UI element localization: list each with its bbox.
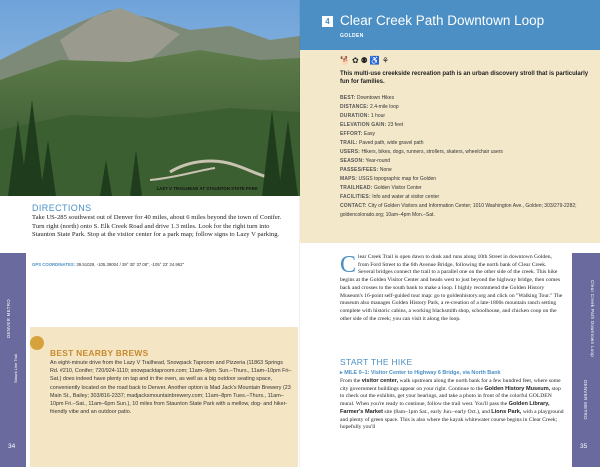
gps-value: 39.51029, -105.39004 / 39° 30' 37.08", -105° 23' 34.962" [76,262,185,267]
right-page [300,0,600,467]
spec-value: Downtown Hikes [356,95,395,101]
spec-key: DISTANCE: [340,104,369,110]
spec-row [340,175,590,184]
spec-row [340,112,590,121]
stroller-icon: ⚘ [381,56,391,65]
spec-key: SEASON: [340,158,365,164]
beer-icon [30,336,44,350]
mile-text-part: site (8am–1pm Sat., early Jun.–early Oct.), and [383,408,492,415]
directions-text: Take US-285 southwest out of Denver for 40 miles, about 6 miles beyond the town of Conifer. Turn right (north) onto S. Elk Creek Road and drive 1.3 miles. Look for the right turn into Staunton State Park. Stop at the visitor center for a park map; follow signs to Lazy V parking. [32,214,282,239]
spec-row [340,157,590,166]
gps-label: GPS COORDINATES: [32,262,76,267]
right-section-label: DENVER METRO [583,380,588,420]
spec-value: Easy [363,131,376,137]
spec-key: BEST: [340,95,356,101]
spec-key: EFFORT: [340,131,363,137]
mile-place-name: Lions Park, [491,408,522,415]
spec-row [340,193,590,202]
description-text: lear Creek Trail is open dawn to dusk and runs along 10th Street in downtown Golden, from Ford Street to the 6th Avenue Bridge, following the north bank of Clear Creek. Several bridges connect the trail to a parallel one on the other side of the creek. This hike begins at the Golden Visitor Center and heads west to just beyond the highway bridge, then comes back and crosses to the south bank to make a loop. I highly recommend the Golden History Museum's 16-point self-guided tour map: go to goldenhistory.org and click on "Walking Tour." The museum also manages Golden History Park, a re-creation of a late-1800s mountain ranch setting complete with historic cabins, a working blacksmith shop, schoolhouse, and chicken coop on the other side of the creek; you can visit it along the loop. [340,254,563,322]
mile-place-name: visitor center, [361,378,399,384]
spec-row [340,166,590,175]
spec-row [340,202,590,219]
spec-key: ELEVATION GAIN: [340,122,387,128]
trail-header [300,0,600,50]
spec-row [340,121,590,130]
spec-value: Paved path, wide gravel path [358,140,424,146]
trail-number-badge: 4 [322,16,333,27]
trail-location: GOLDEN [340,33,364,39]
mile-text-part: with a playground and plenty of green space. This is also where the kayak whitewater course begins in Clear Creek; hopefully you'll [340,408,564,431]
mile-description [340,378,564,432]
spec-key: TRAIL: [340,140,358,146]
directions-heading: DIRECTIONS [32,203,92,213]
spec-key: CONTACT: [340,203,367,209]
mile-text-part: walk upstream along the north bank for a few hundred feet, where some city government buildings appear on your right. Continue to the [340,378,561,392]
mile-heading [340,370,564,376]
brews-text: An eight-minute drive from the Lazy V Trailhead, Snowpack Taproom and Pizzeria (11863 Springs Rd. #210, Conifer; 720/924-1110; snowpacktaproom.com; 11am–9pm. Sun.–Thurs., 11am–10pm Fri–Sat.) does indeed have plenty on tap and in the oven, as well as a big outdoor seating space, conveniently located on the road back to Denver. Another option is Mad Jack's Mountain Brewery (23 Main St., Bailey; 303/816-2337; madjacksmountainbrewery.com; 11am–8pm Tues.–Thurs., 11am–10pm Fri.–Sat., 11am–6pm Sun.), 10 miles from Staunton State Park with a mellow, dog- and hiker-friendly vibe and an outdoor patio. [50,360,292,416]
spec-row [340,184,590,193]
spec-value: Golden Visitor Center [373,185,422,191]
spec-key: TRAILHEAD: [340,185,373,191]
spec-value: Hikers, bikes, dogs, runners, strollers, skaters, wheelchair users [361,149,503,155]
spec-row [340,94,590,103]
spec-value: Year-round [365,158,391,164]
mile-text-part: From the [340,378,362,384]
trail-intro: This multi-use creekside recreation path is an urban discovery stroll that is particularly fun for families. [340,71,589,85]
trail-title: Clear Creek Path Downtown Loop [340,13,545,28]
spec-row [340,139,590,148]
dog-icon: 🐕 [340,56,352,65]
spec-value: 2.4-mile loop [370,104,399,110]
paw-icon: ✿ [351,56,361,65]
gps-coordinates [32,262,184,267]
right-section-tab [572,253,600,467]
trail-specs [340,94,590,219]
drop-cap: C [340,252,357,278]
mile-heading-text: MILE 0–1: Visitor Center to Highway 6 Bridge, via North Bank [344,370,501,376]
spec-key: PASSES/FEES: [340,167,379,173]
spec-key: MAPS: [340,176,358,182]
spec-value: 1 hour [370,113,386,119]
left-trail-label: Staunt Line Trail [13,354,18,383]
spec-row [340,103,590,112]
page-number-right: 35 [580,443,588,450]
trailhead-photo [0,0,300,196]
spec-key: DURATION: [340,113,370,119]
mile-place-name: Golden History Museum, [484,385,551,392]
wheelchair-icon: ♿ [369,56,382,65]
spec-value: Info and water at visitor center [372,194,440,200]
spec-value: City of Golden Visitors and Information Center; 1010 Washington Ave., Golden; 303/279-2282; goldencolorado.org; 10am–4pm Mon.–Sat. [340,203,577,218]
brews-heading: BEST NEARBY BREWS [50,348,149,358]
amenity-icons [340,56,391,65]
page-number-left: 34 [8,443,16,450]
triangle-icon: ▸ [340,370,343,376]
left-section-label: DENVER METRO [6,299,11,338]
right-trail-label: Clear Creek Path Downtown Loop [590,280,595,358]
start-hike-heading: START THE HIKE [340,357,413,367]
spec-value: 23 feet [387,122,404,128]
spec-key: USERS: [340,149,361,155]
spec-value: None [379,167,392,173]
mile-text-part: stop to check out the exhibits, get your bearings, and take a photo in front of the colorful GOLDEN mural. When you're ready to continue, follow the trail west. You'll pass the [340,385,561,408]
spec-value: USGS topographic map for Golden [358,176,437,182]
mile-place-name: Golden Library, Farmer's Market [340,401,550,415]
spec-row [340,130,590,139]
kids-icon: ⚉ [360,56,370,65]
trail-description [340,254,564,323]
photo-caption: LAZY V TRAILHEAD AT STAUNTON STATE PARK [156,186,258,191]
spec-row [340,148,590,157]
spec-key: FACILITIES: [340,194,371,200]
